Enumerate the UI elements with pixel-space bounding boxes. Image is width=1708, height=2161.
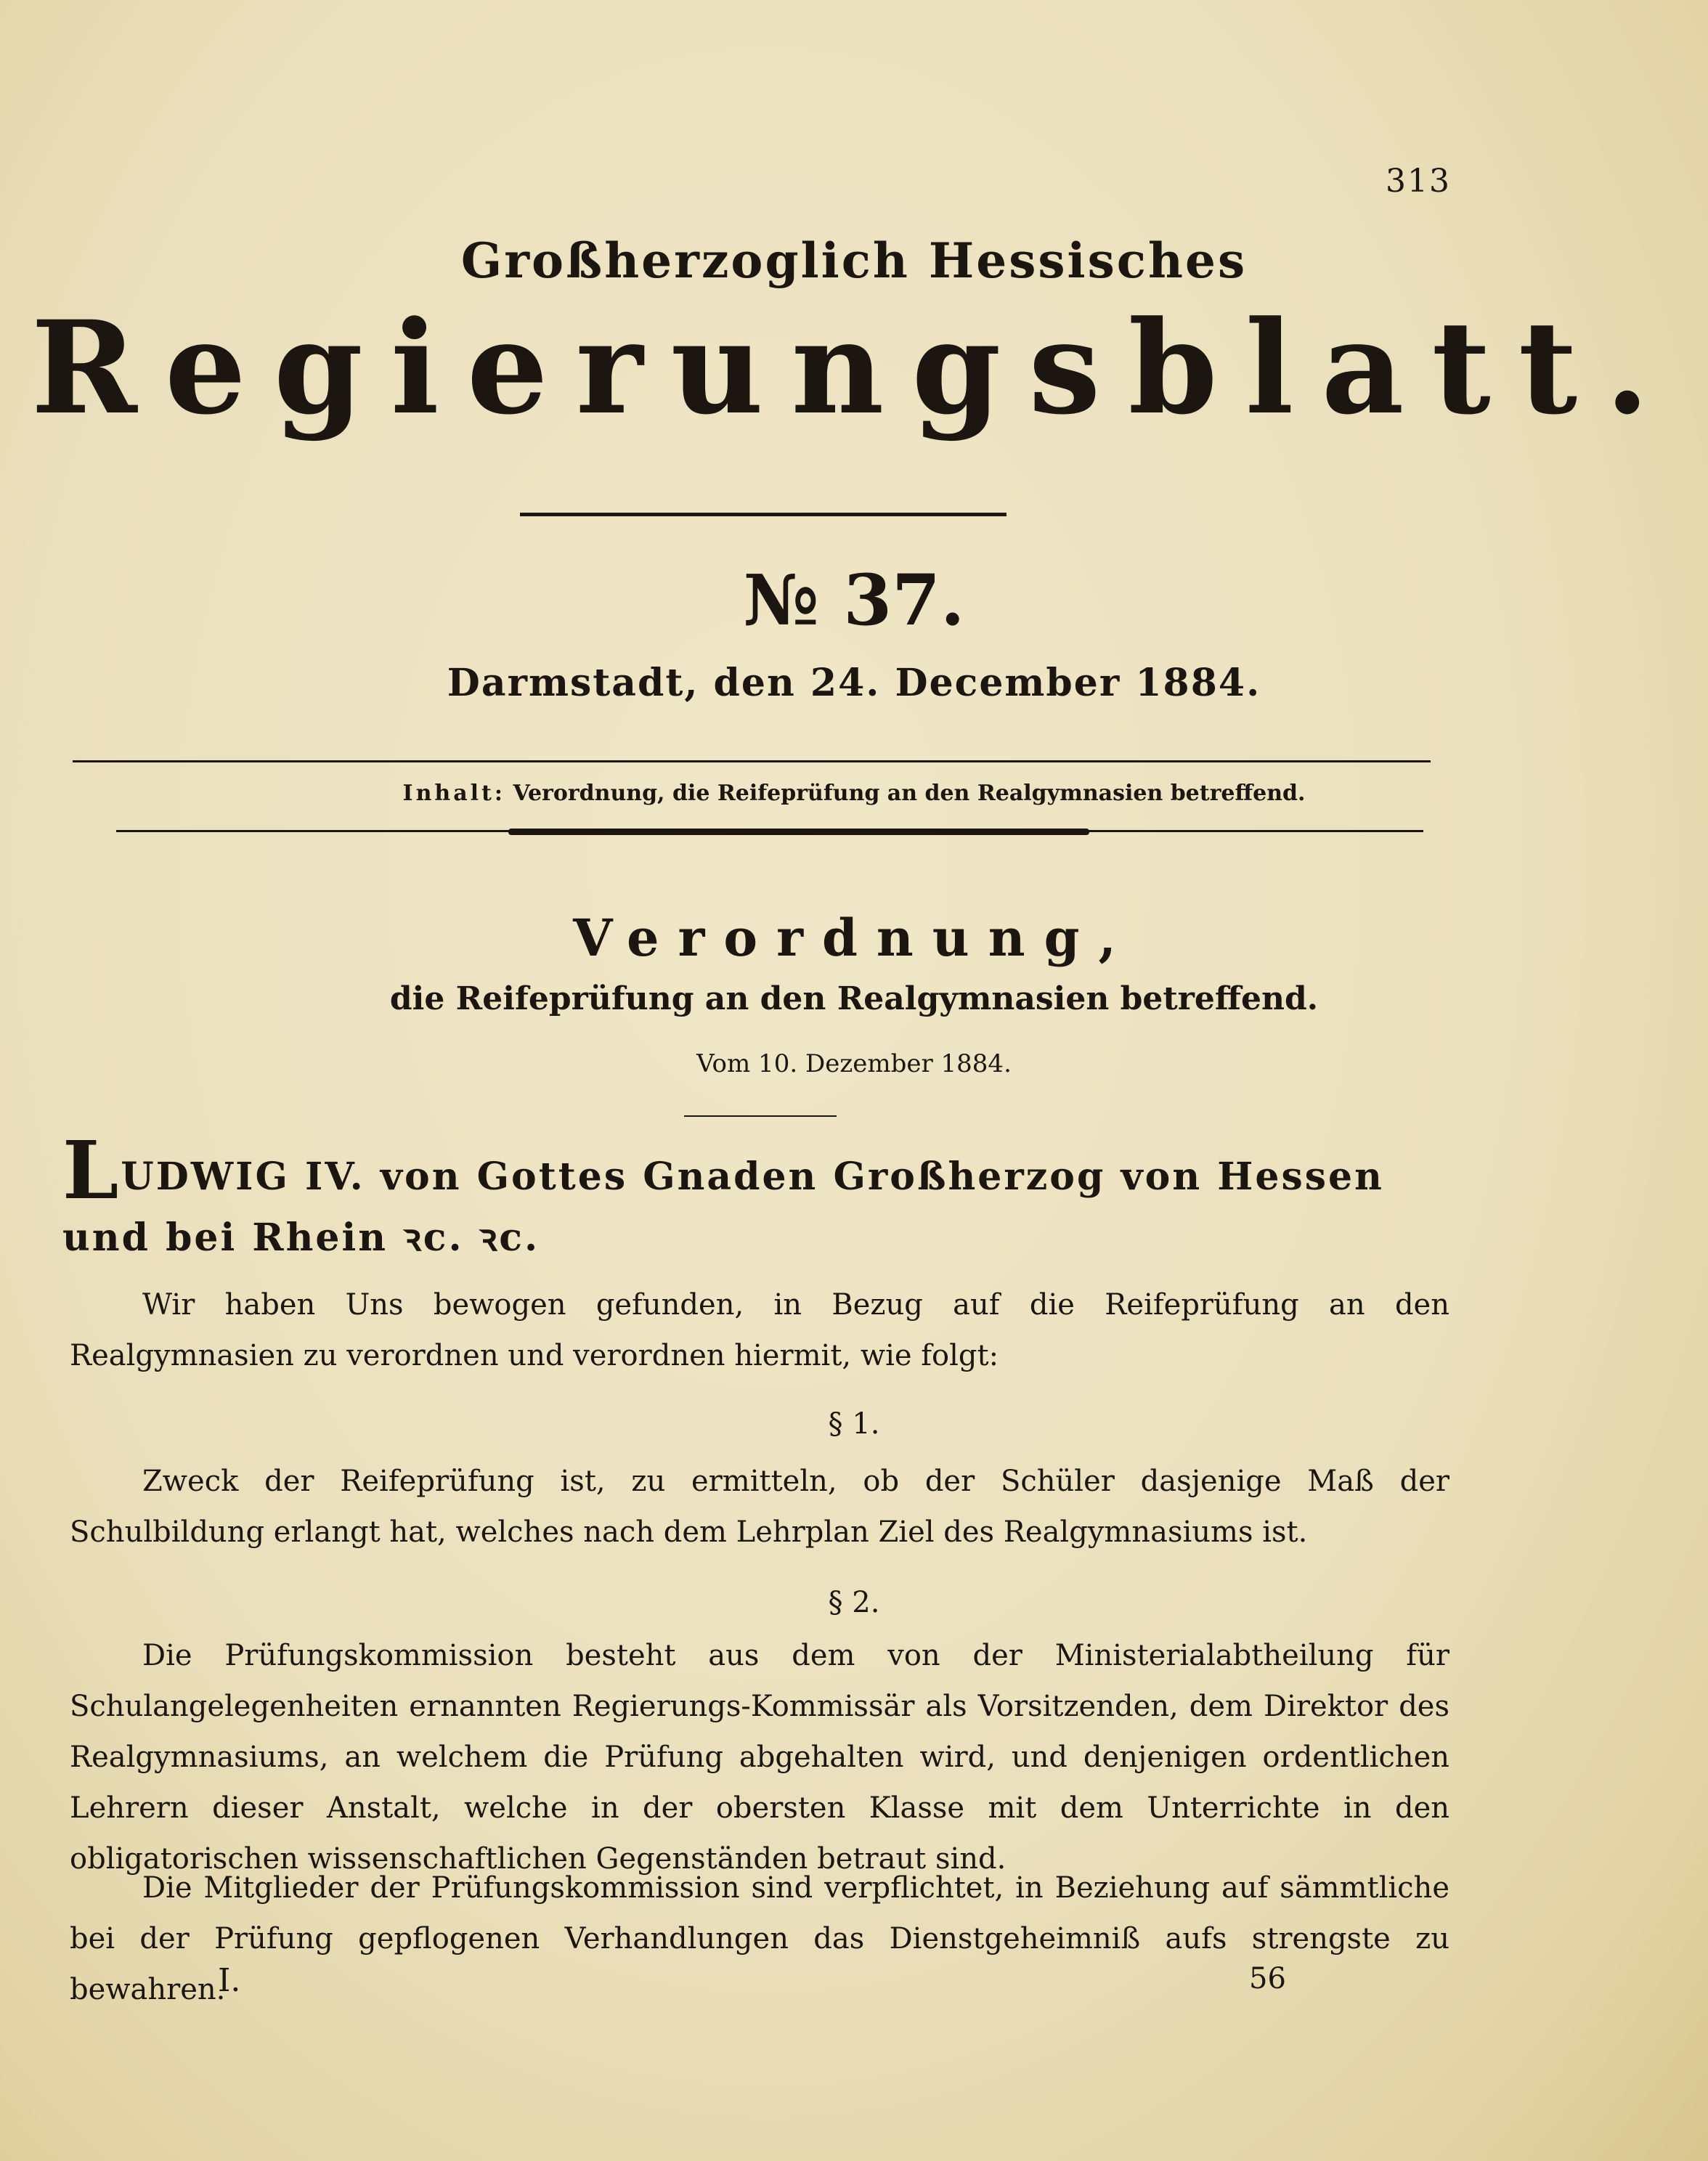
preamble-text: UDWIG IV. von Gottes Gnaden Großherzog von Hessen und bei Rhein ꝛc. ꝛc. <box>62 1155 1384 1260</box>
preamble-dropcap: L <box>62 1123 121 1217</box>
section-2-text-2: Die Mitglieder der Prüfungskommission sind verpflichtet, in Beziehung auf sämmtliche bei der Prüfung gepflogenen Verhandlungen das Dienstgeheimniß aufs strengste zu bewahren. <box>70 1871 1449 2006</box>
decree-divider <box>684 1115 837 1117</box>
decree-subject: die Reifeprüfung an den Realgymnasien betreffend. <box>389 980 1319 1017</box>
footer-signature: I. <box>218 1962 241 1999</box>
section-heading-1: § 1. <box>828 1407 880 1441</box>
header-rule-top <box>73 760 1431 762</box>
section-1-paragraph-1 <box>70 1456 1449 1558</box>
contents-text: Verordnung, die Reifeprüfung an den Realgymnasien betreffend. <box>513 781 1306 806</box>
page-number: 313 <box>1386 163 1451 200</box>
issue-number: № 37. <box>743 559 965 641</box>
preamble <box>62 1123 1449 1269</box>
section-2-text-1: Die Prüfungskommission besteht aus dem von der Ministerialabtheilung für Schulangelegenheiten ernannten Regierungs-Kommissär als Vorsitzenden, dem Direktor des Realgymnasiums, an welchem die Prüfung abgehalten wird, und denjenigen ordentlichen Lehrern dieser Anstalt, welche in der obersten Klasse mit dem Unterrichte in den obligatorischen wissenschaftlichen Gegenständen betraut sind. <box>70 1639 1449 1876</box>
section-1-text: Zweck der Reifeprüfung ist, zu ermitteln, ob der Schüler dasjenige Maß der Schulbildung erlangt hat, welches nach dem Lehrplan Ziel des Realgymnasiums ist. <box>70 1465 1449 1549</box>
section-heading-2: § 2. <box>828 1586 880 1619</box>
section-2-paragraph-1 <box>70 1630 1449 1884</box>
issue-date: Darmstadt, den 24. December 1884. <box>447 661 1261 705</box>
intro-text: Wir haben Uns bewogen gefunden, in Bezug auf die Reifeprüfung an den Realgymnasien zu verordnen und verordnen hiermit, wie folgt: <box>70 1288 1449 1372</box>
decree-title: Verordnung, <box>573 908 1135 968</box>
section-2-paragraph-2 <box>70 1863 1449 2015</box>
header-rule-bottom-heavy <box>508 829 1089 835</box>
masthead-subtitle: Großherzoglich Hessisches <box>460 232 1248 289</box>
masthead-divider <box>520 513 1006 516</box>
table-of-contents <box>0 781 1708 806</box>
masthead-title: Regierungsblatt. <box>30 293 1678 443</box>
contents-label: Inhalt: <box>402 781 505 806</box>
intro-paragraph <box>70 1279 1449 1381</box>
footer-sheet-number: 56 <box>1249 1962 1286 1995</box>
decree-date: Vom 10. Dezember 1884. <box>696 1049 1012 1078</box>
